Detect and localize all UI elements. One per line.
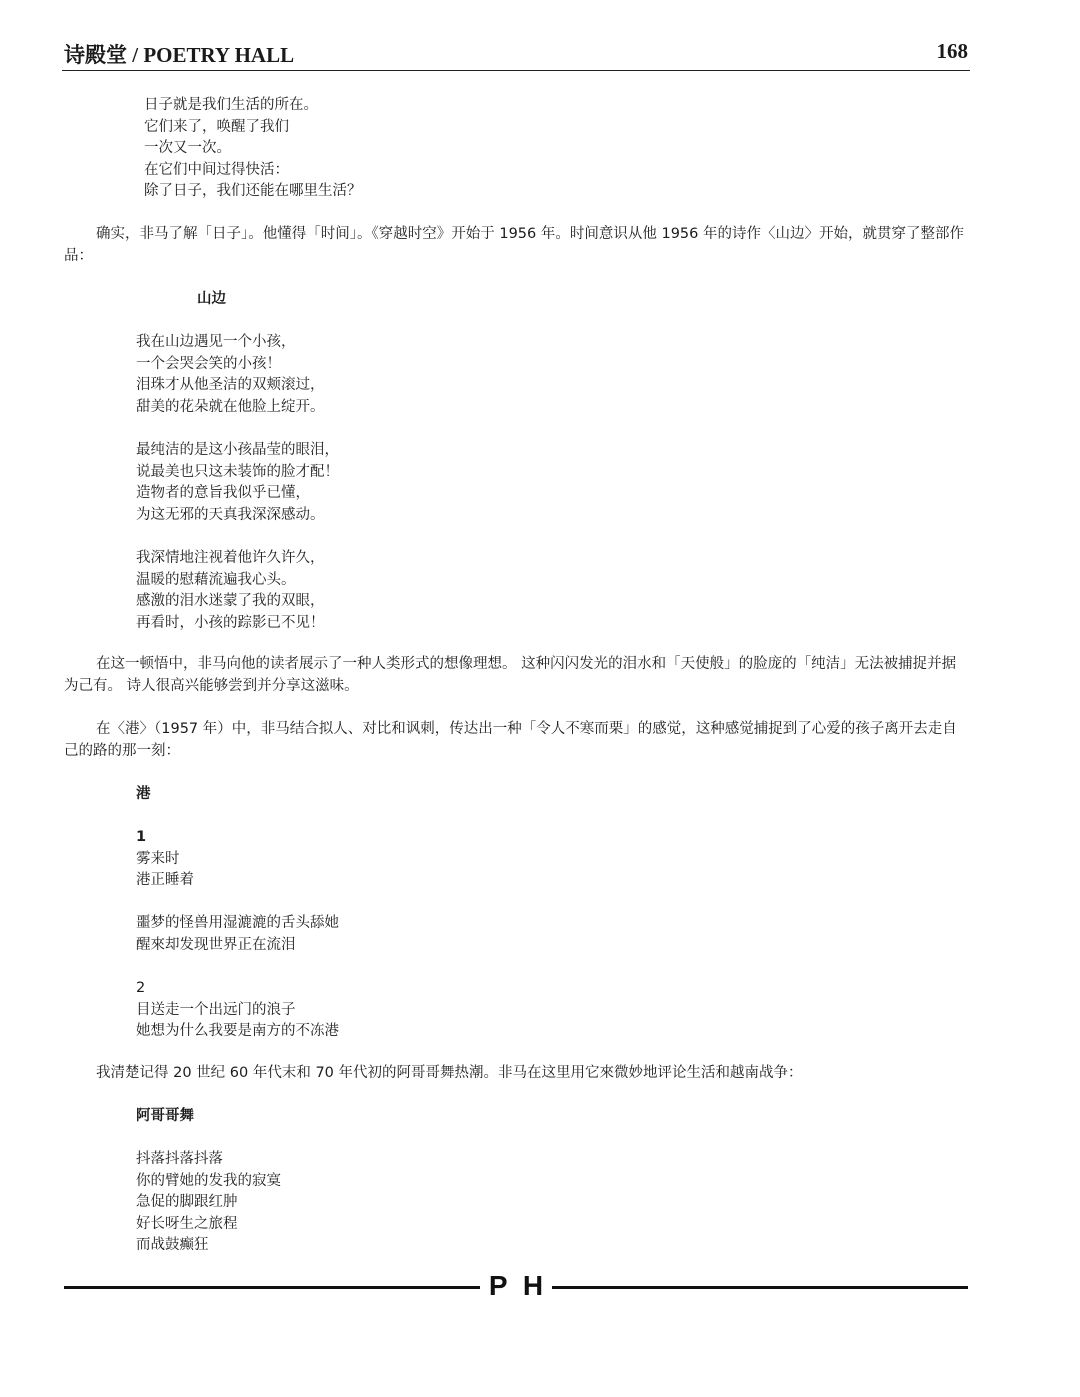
poem-line: 在它们中间过得快活： <box>144 161 289 178</box>
footer-rule-right <box>552 1286 968 1289</box>
poem-line: 我在山边遇见一个小孩， <box>136 334 296 350</box>
page-number: 168 <box>936 39 968 63</box>
stanza-break <box>136 892 339 914</box>
poem-line: 日子就是我们生活的所在。 <box>144 97 318 113</box>
paragraph-1: 确实，非马了解「日子」。他懂得「时间」。《穿越时空》开始于 1956 年。时间意识从他 1956 年的诗作〈山边〉开始，就贯穿了整部作品： <box>64 226 964 264</box>
poem-line: 再看时，小孩的踪影已不见！ <box>136 614 325 631</box>
poem-line: 我深情地注视着他许久许久， <box>136 549 325 566</box>
page-header <box>62 36 970 71</box>
paragraph-3: 在〈港〉（1957 年）中，非马结合拟人、对比和讽刺，传达出一种「令人不寒而栗」的感觉，这种感觉捕捉到了心爱的孩子离开去走自己的路的那一刻： <box>64 721 957 759</box>
poem-line: 她想为什么我要是南方的不冻港 <box>136 1023 339 1040</box>
poem-line: 它们来了，唤醒了我们 <box>144 118 289 135</box>
poem-line: 你的臂她的发我的寂寞 <box>136 1172 281 1189</box>
poem-line: 一次又一次。 <box>144 140 231 157</box>
poem-line: 一个会哭会笑的小孩！ <box>136 355 281 372</box>
poem-line: 除了日子，我们还能在哪里生活？ <box>144 183 362 200</box>
poem-line: 急促的脚跟红肿 <box>136 1194 238 1211</box>
footer-rule-left <box>64 1286 480 1289</box>
intro-poem <box>144 95 362 203</box>
ph-logo: P H <box>488 1270 548 1301</box>
paragraph-2: 在这一顿悟中，非马向他的读者展示了一种人类形式的想像理想。 这种闪闪发光的泪水和「天使般」的脸庞的「纯洁」无法被捕捉并据为己有。 诗人很高兴能够尝到并分享这滋味。 <box>64 656 957 694</box>
paragraph-4: 我清楚记得 20 世纪 60 年代末和 70 年代初的阿哥哥舞热潮。非马在这里用它來微妙地评论生活和越南战争： <box>96 1065 803 1081</box>
journal-title: 诗殿堂 / POETRY HALL <box>64 43 295 67</box>
stanza-break <box>136 418 339 440</box>
poem-line: 温暖的慰藉流遍我心头。 <box>136 571 296 588</box>
stanza-break <box>136 957 339 979</box>
poem-line: 感激的泪水迷蒙了我的双眼， <box>136 593 325 610</box>
poem-line: 说最美也只这未装饰的脸才配！ <box>136 463 339 480</box>
poem-line: 为这无邪的天真我深深感动。 <box>136 506 325 523</box>
section-number: 1 <box>136 829 147 845</box>
section-number: 2 <box>136 980 146 997</box>
poem-line: 泪珠才从他圣洁的双颊滚过， <box>136 377 325 394</box>
poem-line: 醒來却发现世界正在流泪 <box>136 936 296 953</box>
poem-agogo <box>136 1149 281 1257</box>
stanza-break <box>136 526 339 548</box>
poem-line: 目送走一个出远门的浪子 <box>136 1001 296 1018</box>
poem-gang <box>136 827 339 1043</box>
poem-line: 造物者的意旨我似乎已懂， <box>136 485 310 502</box>
poem-line: 抖落抖落抖落 <box>136 1151 223 1167</box>
page-footer <box>64 1270 968 1306</box>
poem-line: 甜美的花朵就在他脸上绽开。 <box>136 398 325 415</box>
poem-line: 最纯洁的是这小孩晶莹的眼泪， <box>136 441 339 458</box>
poem-line: 噩梦的怪兽用湿漉漉的舌头舔她 <box>136 915 339 932</box>
poem-line: 好长呀生之旅程 <box>136 1215 238 1232</box>
poem-line: 雾来时 <box>136 850 180 867</box>
poem-title-agogo: 阿哥哥舞 <box>136 1108 194 1124</box>
poem-title-gang: 港 <box>136 786 151 802</box>
poem-shanbian <box>136 332 339 634</box>
poem-line: 港正睡着 <box>136 872 194 889</box>
poem-line: 而战鼓癫狂 <box>136 1237 209 1254</box>
poem-title-shanbian: 山边 <box>197 291 226 307</box>
